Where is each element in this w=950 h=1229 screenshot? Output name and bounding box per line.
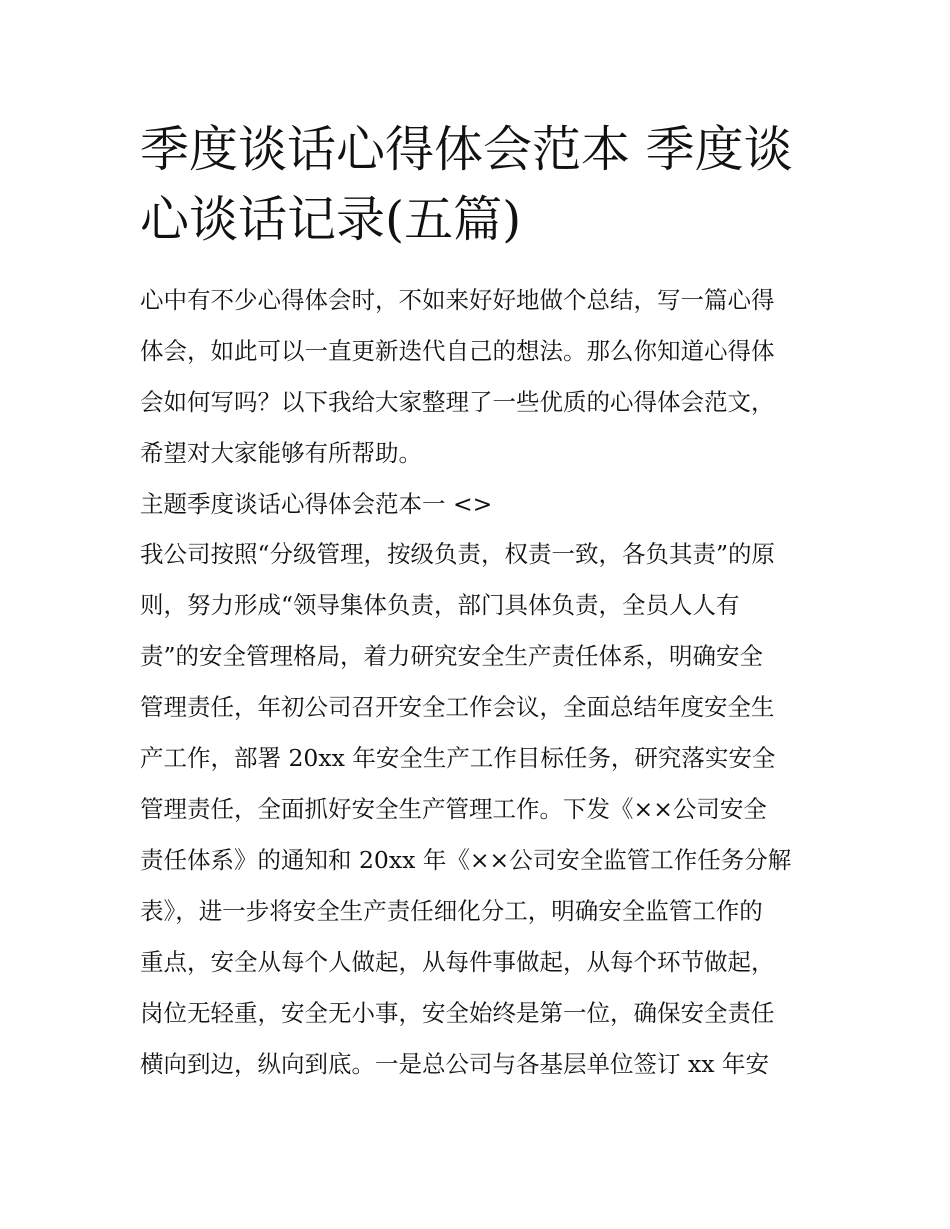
title-line: 心谈话记录(五篇) xyxy=(140,191,522,248)
body-line: 岗位无轻重，安全无小事，安全始终是第一位，确保安全责任 xyxy=(140,999,775,1027)
body-line: 横向到边，纵向到底。一是总公司与各基层单位签订 xx 年安 xyxy=(140,1050,769,1078)
title-line: 季度谈话心得体会范本 季度谈 xyxy=(140,121,793,178)
body-line: 责”的安全管理格局，着力研究安全生产责任体系，明确安全 xyxy=(140,642,764,670)
intro-line: 希望对大家能够有所帮助。 xyxy=(140,439,422,467)
intro-line: 心中有不少心得体会时，不如来好好地做个总结，写一篇心得 xyxy=(140,286,775,314)
intro-line: 体会，如此可以一直更新迭代自己的想法。那么你知道心得体 xyxy=(140,337,775,365)
body-line: 责任体系》的通知和 20xx 年《××公司安全监管工作任务分解 xyxy=(140,846,792,874)
body-line: 管理责任，年初公司召开安全工作会议，全面总结年度安全生 xyxy=(140,693,775,721)
body-line: 我公司按照“分级管理，按级负责，权责一致，各负其责”的原 xyxy=(140,540,776,568)
body-line: 管理责任，全面抓好安全生产管理工作。下发《××公司安全 xyxy=(140,795,767,823)
intro-line: 会如何写吗？以下我给大家整理了一些优质的心得体会范文， xyxy=(140,388,775,416)
body-line: 重点，安全从每个人做起，从每件事做起，从每个环节做起， xyxy=(140,948,775,976)
document-title xyxy=(140,115,820,255)
body-line: 则，努力形成“领导集体负责，部门具体负责，全员人人有 xyxy=(140,591,740,619)
section-heading: 主题季度谈话心得体会范本一 <> xyxy=(140,490,493,518)
body-line: 表》，进一步将安全生产责任细化分工，明确安全监管工作的 xyxy=(140,897,763,925)
body-line: 产工作，部署 20xx 年安全生产工作目标任务，研究落实安全 xyxy=(140,744,776,772)
